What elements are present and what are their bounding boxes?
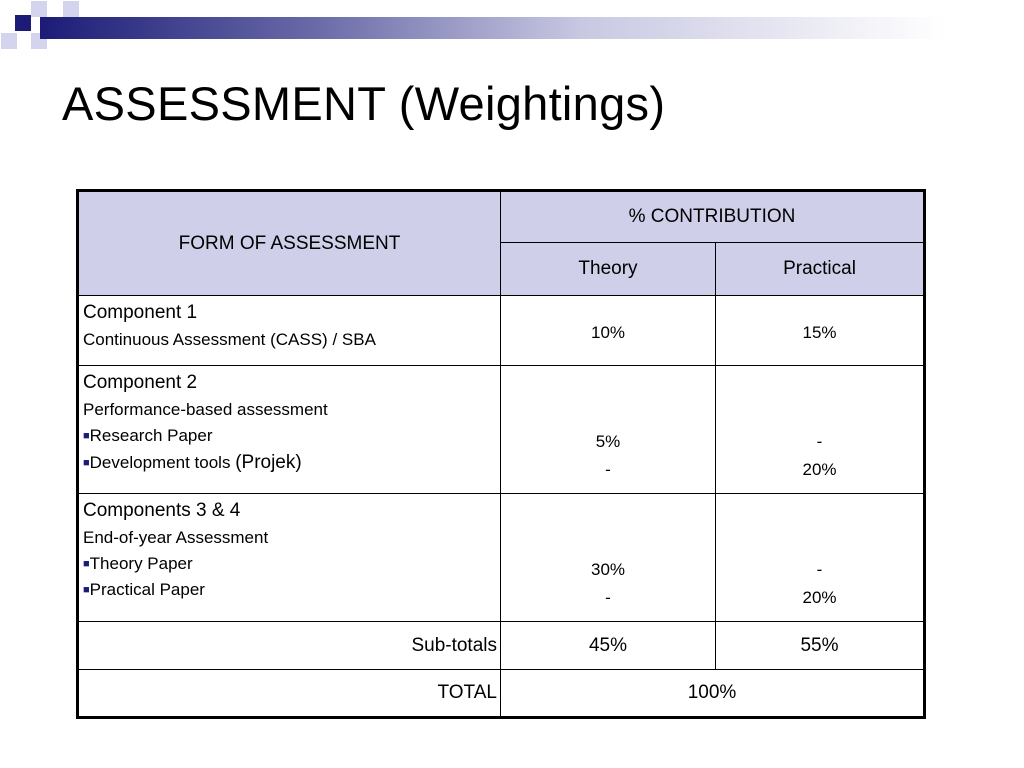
- item-text: Practical Paper: [89, 580, 205, 599]
- header-contribution: % CONTRIBUTION: [501, 191, 925, 243]
- subtotal-theory: 45%: [501, 622, 716, 670]
- header-form-of-assessment: FORM OF ASSESSMENT: [78, 191, 501, 296]
- theory-value: 5%: [595, 432, 621, 451]
- table-row: [78, 494, 925, 622]
- item-text: Development tools: [89, 453, 236, 472]
- list-item: [83, 580, 496, 600]
- component-title: Component 2: [83, 372, 198, 393]
- theory-value: -: [605, 588, 611, 607]
- header-practical: Practical: [716, 243, 925, 296]
- header-row: [78, 191, 925, 243]
- practical-value: -: [816, 432, 823, 451]
- theory-cell: [501, 296, 716, 366]
- list-item: [83, 554, 496, 574]
- table-row: [78, 296, 925, 366]
- total-label: TOTAL: [78, 670, 501, 718]
- item-extra-text: (Projek): [235, 452, 302, 473]
- component-cell: [78, 296, 501, 366]
- list-item: [83, 452, 496, 474]
- decorative-square: [15, 15, 31, 31]
- item-text: Research Paper: [89, 426, 213, 445]
- component-subtitle: Continuous Assessment (CASS) / SBA: [83, 330, 376, 349]
- decorative-header-graphic: [0, 0, 1024, 70]
- component-subtitle: Performance-based assessment: [83, 400, 328, 419]
- table-row: [78, 366, 925, 494]
- practical-cell: [716, 494, 925, 622]
- decorative-square: [63, 1, 79, 17]
- theory-value: 30%: [590, 560, 626, 579]
- total-row: [78, 670, 925, 718]
- square-bullet-icon: ■: [83, 558, 90, 570]
- component-cell: [78, 494, 501, 622]
- square-bullet-icon: ■: [83, 584, 90, 596]
- theory-value: -: [605, 460, 611, 479]
- square-bullet-icon: ■: [83, 457, 90, 469]
- decorative-square: [1, 33, 17, 49]
- practical-cell: [716, 366, 925, 494]
- decorative-gradient-bar: [40, 17, 1024, 39]
- component-title: Component 1: [83, 302, 198, 323]
- subtotals-row: [78, 622, 925, 670]
- theory-value: 10%: [590, 322, 626, 342]
- practical-value: -: [816, 560, 823, 579]
- list-item: [83, 426, 496, 446]
- practical-value: 20%: [802, 460, 837, 479]
- subtotals-label: Sub-totals: [78, 622, 501, 670]
- slide-title: ASSESSMENT (Weightings): [62, 77, 666, 130]
- theory-cell: [501, 366, 716, 494]
- component-title: Components 3 & 4: [83, 500, 241, 521]
- practical-cell: [716, 296, 925, 366]
- component-subtitle: End-of-year Assessment: [83, 528, 269, 547]
- decorative-square: [31, 1, 47, 17]
- square-bullet-icon: ■: [83, 430, 90, 442]
- subtotal-practical: 55%: [716, 622, 925, 670]
- theory-cell: [501, 494, 716, 622]
- practical-value: 20%: [802, 588, 837, 607]
- header-theory: Theory: [501, 243, 716, 296]
- total-value: 100%: [501, 670, 925, 718]
- assessment-weightings-table: [76, 189, 926, 719]
- practical-value: 15%: [802, 322, 837, 342]
- item-text: Theory Paper: [89, 554, 193, 573]
- component-cell: [78, 366, 501, 494]
